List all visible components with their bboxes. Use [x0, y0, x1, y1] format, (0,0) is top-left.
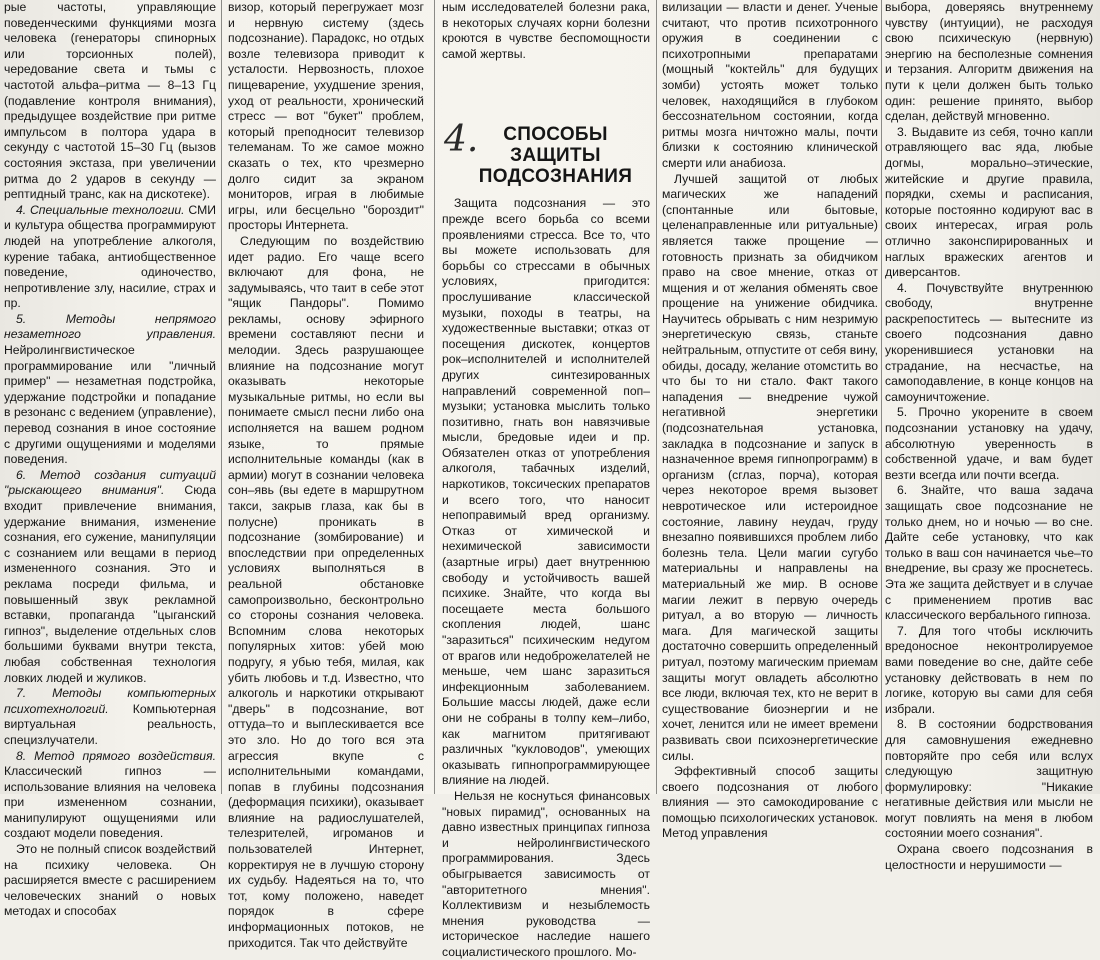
paragraph	[4, 312, 216, 468]
paragraph: вилизации — власти и денег. Ученые считают, что против психотронного оружия в соединении с психотропными препаратами (мощный "коктейль" для будущих зомби) устоять может только человек, находящийся в глубоком бессознательном состоянии, когда ритмы мозга ничтожно малы, почти близки к состоянию клинической смерти или анабиоза.	[662, 0, 878, 170]
paragraph: 8. В состоянии бодрствования для самовнушения ежедневно повторяйте про себя или вслух следующую защитную формулировку: "Никакие негативные действия или мысли не могут повлиять на меня в любом состоянии моего сознания".	[885, 717, 1093, 841]
text-column-5	[885, 0, 1093, 872]
paragraph: 3. Выдавите из себя, точно капли отравляющего вас яда, любые догмы, морально–этические, житейские и другие правила, порядки, схемы и расписания, которые постоянно кодируют вас в своих интересах, играя роль отлично законспирированных и наглых вражеских агентов и диверсантов.	[885, 124, 1093, 280]
text-column-2	[228, 0, 424, 950]
paragraph: 5. Прочно укорените в своем подсознании установку на удачу, абсолютную уверенность в собственной удаче, и вам будет везти всегда или почти всегда.	[885, 405, 1093, 482]
text-column-4	[662, 0, 878, 841]
handwritten-number: 4.	[444, 119, 479, 161]
paragraph: Эффективный способ защиты своего подсознания от любого влияния — это самокодирование с помощью психологических установок. Метод управления	[662, 764, 878, 841]
paragraph-text: СМИ и культура общества программируют людей на употребление алкоголя, курение табака, антиобщественное поведение, одиночество, непротивление злу, насилие, страх и пр.	[4, 202, 216, 311]
paragraph: Охрана своего подсознания в целостности и нерушимости —	[885, 842, 1093, 872]
paragraph-label: 7. Методы компьютерных психотехнологий.	[4, 686, 216, 716]
section-heading: СПОСОБЫ ЗАЩИТЫ ПОДСОЗНАНИЯ	[478, 124, 633, 188]
column-divider	[434, 0, 435, 794]
paragraph: 4. Почувствуйте внутреннюю свободу, внутренне раскрепоститесь — вытесните из своего подсознания давно укоренившиеся установки на страдание, на несчастье, на самоподавление, в конце концов на самоуничтожение.	[885, 280, 1093, 404]
column-divider	[656, 0, 657, 794]
text-column-3	[442, 0, 650, 959]
paragraph: 6. Знайте, что ваша задача защищать свое подсознание не только днем, но и ночью — во сне. Дайте себе установку, что как только в ваш сон начинается чье–то внедрение, вы сразу же проснетесь. Эта же защита действует и в случае с применением против вас классического вербального гипноза.	[885, 483, 1093, 623]
paragraph	[4, 203, 216, 312]
section-heading-block	[442, 118, 650, 196]
paragraph: Нельзя не коснуться финансовых "новых пирамид", основанных на давно известных принципах гипноза и нейролингвистического программирования. Здесь обыгрывается зависимость от "авторитетного мнения". Коллективизм и незыблемость мнения руководства — историческое наследие нашего социалистического прошлого. Мо-	[442, 788, 650, 959]
paragraph	[4, 749, 216, 843]
paragraph: Лучшей защитой от любых магических же нападений (спонтанные или бытовые, целенаправленные или ритуальные) является также прощение — готовность признать за обидчиком право на свое мнение, отказ от мщения и от желания обменять свое прощение на унижение обидчика. Научитесь обрывать с ним незримую энергетическую связь, станьте нейтральным, отпустите от себя вину, обиды, досаду, желание отомстить во что бы то ни стало. Факт такого нападения — внедрение чужой негативной энергетики (подсознательная установка, закладка в подсознание и запуск в назначенное время гипнопрограмм) в организм (сглаз, порча), которая через некоторое время вызовет невротическое или истероидное состояние, лавину неудач, груду внезапно появившихся проблем либо болезнь тела. Цели магии сугубо материальны и направлены на материальный же мир. В основе магии лежит в первую очередь ритуал, а во вторую — личность мага. Для магической защиты достаточно совершить определенный ритуал, поэтому магическим приемам защиты могут овладеть абсолютно все люди, включая тех, кто не верит в существование биоэнергии и не хочет, ленится или не имеет времени развивать свои психоэнергетические силы.	[662, 171, 878, 763]
paragraph: ным исследователей болезни рака, в некоторых случаях корни болезни кроются в чувстве беспомощности самой жертвы.	[442, 0, 650, 61]
paragraph	[4, 468, 216, 686]
paragraph-text: Нейролингвистическое программирование или "личный пример" — незаметная подстройка, удержание подстройки и попадание в резонанс с ведением (управление), перевод сознания в иное состояние с другими ощущениями и моделями поведения.	[4, 343, 216, 467]
column-divider	[221, 0, 222, 794]
paragraph	[4, 686, 216, 748]
paragraph-label: 4. Специальные технологии.	[16, 202, 185, 217]
paragraph-label: 6. Метод создания ситуаций "рыскающего внимания".	[4, 467, 216, 498]
paragraph-text: Классический гипноз — использование влияния на человека при измененном сознании, манипулируют ощущениями или создают модели поведения.	[4, 764, 216, 841]
paragraph-text: Компьютерная виртуальная реальность, специзлучатели.	[4, 701, 216, 747]
paragraph: визор, который перегружает мозг и нервную систему (здесь подсознание). Парадокс, но отдых возле телевизора приводит к усталости. Нервозность, плохое пищеварение, ухудшение зрения, уход от реальности, хронический стресс — вот "букет" проблем, который преподносит телевизор телеманам. То же самое можно сказать о тех, кто чрезмерно долго сидит за экраном мониторов, играя в любимые игры, или бесцельно "бороздит" просторы Интернета.	[228, 0, 424, 233]
paragraph-label: 5. Методы непрямого незаметного управления.	[4, 311, 216, 342]
paragraph: выбора, доверяясь внутреннему чувству (интуиции), не расходуя свою психическую (нервную) энергию на бесполезные сомнения и терзания. Алгоритм движения на пути к цели должен быть только один: решение принято, выбор сделан, действуй мгновенно.	[885, 0, 1093, 124]
paragraph: 7. Для того чтобы исключить вредоносное неконтролируемое вами поведение во сне, дайте себе установку действовать в нем по логике, которую вы сами для себя избрали.	[885, 623, 1093, 716]
text-column-1	[4, 0, 216, 919]
column-divider	[881, 0, 882, 794]
paragraph: Это не полный список воздействий на психику человека. Он расширяется вместе с расширением человеческих знаний о новых методах и способах	[4, 842, 216, 919]
paragraph: Защита подсознания — это прежде всего борьба со всеми проявлениями стресса. Все то, что вы можете использовать для борьбы со стрессами в обычных условиях, пригодится: прослушивание классической музыки, походы в театры, на художественные выставки; отказ от посещения дискотек, концертов рок–исполнителей и исполнителей других синтезированных направлений современной поп–музыки; установка мыслить только позитивно, гнать вон навязчивые мысли, бредовые идеи и пр. Обязателен отказ от употребления алкоголя, табачных изделий, наркотиков, токсических препаратов и всего того, что наносит непоправимый вред организму. Отказ от химической и нехимической зависимости (азартные игры) дает внутреннюю свободу и устойчивость вашей психике. Знайте, что когда вы посещаете места большого скопления людей, шанс "заразиться" психическим недугом от врагов или недоброжелателей не меньше, чем шанс заразиться инфекционным заболеванием. Большие массы людей, даже если они не собраны в толпу кем–либо, как магнитом притягивают различных "кукловодов", умеющих оказывать гипнопрограммирующее влияние на людей.	[442, 196, 650, 788]
paragraph: рые частоты, управляющие поведенческими функциями мозга человека (генераторы спинорных или торсионных полей), чередование света и тьмы с частотой альфа–ритма — 8–13 Гц (подавление контроля внимания), предыдущее воздействие при ритме импульсом в полтора удара в секунду с частотой 15–30 Гц (вызов состояния экстаза, при увеличении ритма до 2 ударов в секунду — рептидный транс, как на дискотеке).	[4, 0, 216, 202]
paragraph-text: Сюда входит привлечение внимания, удержание внимания, изменение сознания, его сужение, манипуляции с сознанием или вещами в период измененного сознания. Это и реклама посреди фильма, и повышенный звук рекламной вставки, пропаганда "цыганский гипноз", выделение отдельных слов большими буквами внутри текста, любая собственная технология ловких людей и жуликов.	[4, 483, 216, 685]
paragraph: Следующим по воздействию идет радио. Его чаще всего включают для фона, не задумываясь, что таит в себе этот "ящик Пандоры". Помимо рекламы, основу эфирного времени составляют песни и мелодии. Здесь разрушающее влияние на подсознание могут оказывать некоторые музыкальные ритмы, но если вы понимаете смысл песни либо она исполняется на вашем родном языке, то прямые исполнительные команды (как в армии) могут в сознании человека сон–явь (вы едете в маршрутном такси, закрыв глаза, как бы в полусне) проникать в подсознание (зомбирование) и впоследствии при определенных условиях выполняться в реальной обстановке самопроизвольно, бесконтрольно со стороны сознания человека. Вспомним слова некоторых популярных хитов: убей мою подругу, я убью тебя, милая, как убить любовь и т.д. Известно, что алкоголь и наркотики открывают "дверь" в подсознание, вот оттуда–то и выплескивается все это зло. Но до того вся эта агрессия вкупе с исполнительными командами, попав в глубины подсознания (деформация психики), оказывает влияние на радиослушателей, телезрителей, игроманов и пользователей Интернет, корректируя не в лучшую сторону их судьбу. Надеяться на то, что тот, кому положено, наведет порядок в сфере информационных потоков, не приходится. Так что действуйте	[228, 233, 424, 950]
paragraph-label: 8. Метод прямого воздействия.	[16, 748, 216, 763]
